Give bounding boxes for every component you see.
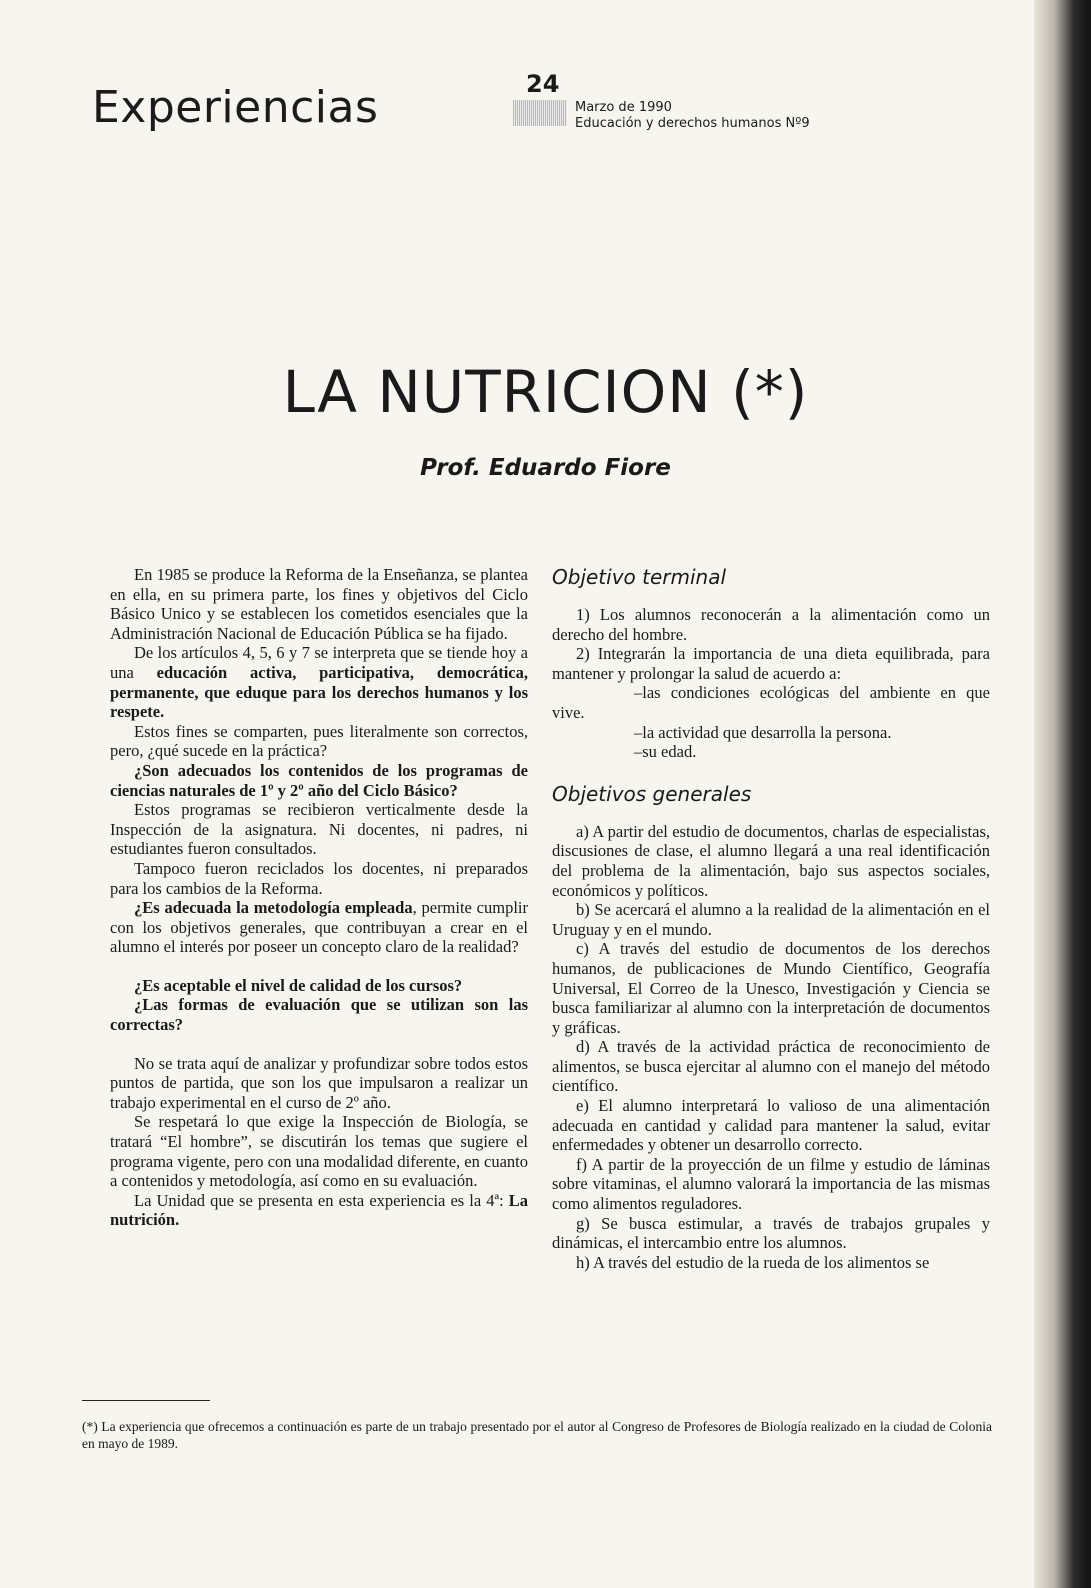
question: ¿Las formas de evaluación que se utilizan son las correctas? [110, 995, 528, 1035]
section-name: Experiencias [92, 82, 379, 133]
paragraph-text: , permite cumplir con los objetivos generales, que contribuyan a crear en el alumno el interés por poseer un concepto claro de la realidad? [110, 898, 528, 957]
paragraph-emphasis: La nutrición. [110, 1190, 528, 1230]
paragraph [110, 1191, 528, 1230]
article-author: Prof. Eduardo Fiore [420, 455, 671, 481]
left-column [110, 565, 528, 1230]
objective-item: d) A través de la actividad práctica de reconocimiento de alimentos, se busca ejercitar al alumno con el manejo del método científico. [552, 1037, 990, 1096]
issue-info [575, 100, 810, 132]
right-column [552, 565, 990, 1272]
objective-item: 2) Integrarán la importancia de una dieta equilibrada, para mantener y prolongar la salud de acuerdo a: [552, 644, 990, 683]
objective-subitem: –la actividad que desarrolla la persona. [634, 722, 892, 742]
objective-item: e) El alumno interpretará lo valioso de una alimentación adecuada en cantidad y calidad para mantener la salud, evitar enfermedades y obtener un desarrollo correcto. [552, 1096, 990, 1155]
halftone-box [513, 100, 567, 126]
paragraph: Tampoco fueron reciclados los docentes, ni preparados para los cambios de la Reforma. [110, 858, 528, 898]
objective-item: a) A partir del estudio de documentos, charlas de especialistas, discusiones de clase, el alumno llegará a una real identificación del problema de la alimentación, bajo sus aspectos sociales, económicos y políticos. [552, 821, 990, 900]
paragraph-emphasis: ¿Es adecuada la metodología empleada [134, 898, 413, 918]
footnote: (*) La experiencia que ofrecemos a continuación es parte de un trabajo presentado por el autor al Congreso de Profesores de Biología realizado en la ciudad de Colonia en mayo de 1989. [82, 1419, 992, 1451]
objective-item: c) A través del estudio de documentos de los derechos humanos, de publicaciones de Mundo Científico, Geografía Universal, El Correo de la Unesco, Investigación y Ciencia se busca familiarizar al alumno con la interpretación de documentos y gráficas. [552, 939, 990, 1037]
paragraph: En 1985 se produce la Reforma de la Enseñanza, se plantea en ella, en su primera parte, los fines y objetivos del Ciclo Básico Unico y se establecen los cometidos esenciales que la Administración Nacional de Educación Pública se ha fijado. [110, 565, 528, 643]
page-edge-shadow [1034, 0, 1091, 1588]
paragraph: Estos programas se recibieron verticalmente desde la Inspección de la asignatura. Ni docentes, ni padres, ni estudiantes fueron consultados. [110, 800, 528, 859]
footnote-divider [82, 1400, 210, 1401]
paragraph-emphasis: educación activa, participativa, democrática, permanente, que eduque para los derechos humanos y los respete. [110, 662, 528, 722]
objective-item: 1) Los alumnos reconocerán a la alimentación como un derecho del hombre. [552, 605, 990, 644]
paragraph-text: La Unidad que se presenta en esta experiencia es la 4ª: [134, 1190, 509, 1210]
paragraph-text: De los artículos 4, 5, 6 y 7 se interpreta que se tiende hoy a una [110, 643, 528, 682]
paragraph [110, 898, 528, 957]
page-number: 24 [526, 70, 560, 98]
paragraph: No se trata aquí de analizar y profundizar sobre todos estos puntos de partida, que son los que impulsaron a realizar un trabajo experimental en el curso de 2º año. [110, 1053, 528, 1112]
question: ¿Son adecuados los contenidos de los programas de ciencias naturales de 1º y 2º año del Ciclo Básico? [110, 760, 528, 800]
paragraph: Estos fines se comparten, pues literalmente son correctos, pero, ¿qué sucede en la práctica? [110, 721, 528, 761]
paragraph [110, 643, 528, 721]
objective-subitem: –su edad. [634, 742, 697, 762]
objective-item: h) A través del estudio de la rueda de los alimentos se [576, 1252, 930, 1272]
objective-item: g) Se busca estimular, a través de trabajos grupales y dinámicas, el intercambio entre los alumnos. [552, 1213, 990, 1253]
objective-item: f) A partir de la proyección de un filme y estudio de láminas sobre vitaminas, el alumno valorará la importancia de las mismas como alimentos reguladores. [552, 1154, 990, 1214]
section-heading: Objetivos generales [552, 781, 752, 806]
question: ¿Es aceptable el nivel de calidad de los cursos? [134, 975, 463, 995]
objective-subitem: –las condiciones ecológicas del ambiente en que vive. [552, 683, 990, 722]
objective-item: b) Se acercará el alumno a la realidad de la alimentación en el Uruguay y en el mundo. [552, 900, 990, 939]
article-title: LA NUTRICION (*) [282, 358, 809, 426]
section-heading: Objetivo terminal [552, 565, 727, 589]
paragraph: Se respetará lo que exige la Inspección de Biología, se tratará “El hombre”, se discutirán los temas que sugiere el programa vigente, pero con una modalidad diferente, en cuanto a contenidos y metodología, así como en su evaluación. [110, 1112, 528, 1191]
issue-publication: Educación y derechos humanos Nº9 [575, 116, 810, 131]
issue-date: Marzo de 1990 [575, 100, 672, 115]
